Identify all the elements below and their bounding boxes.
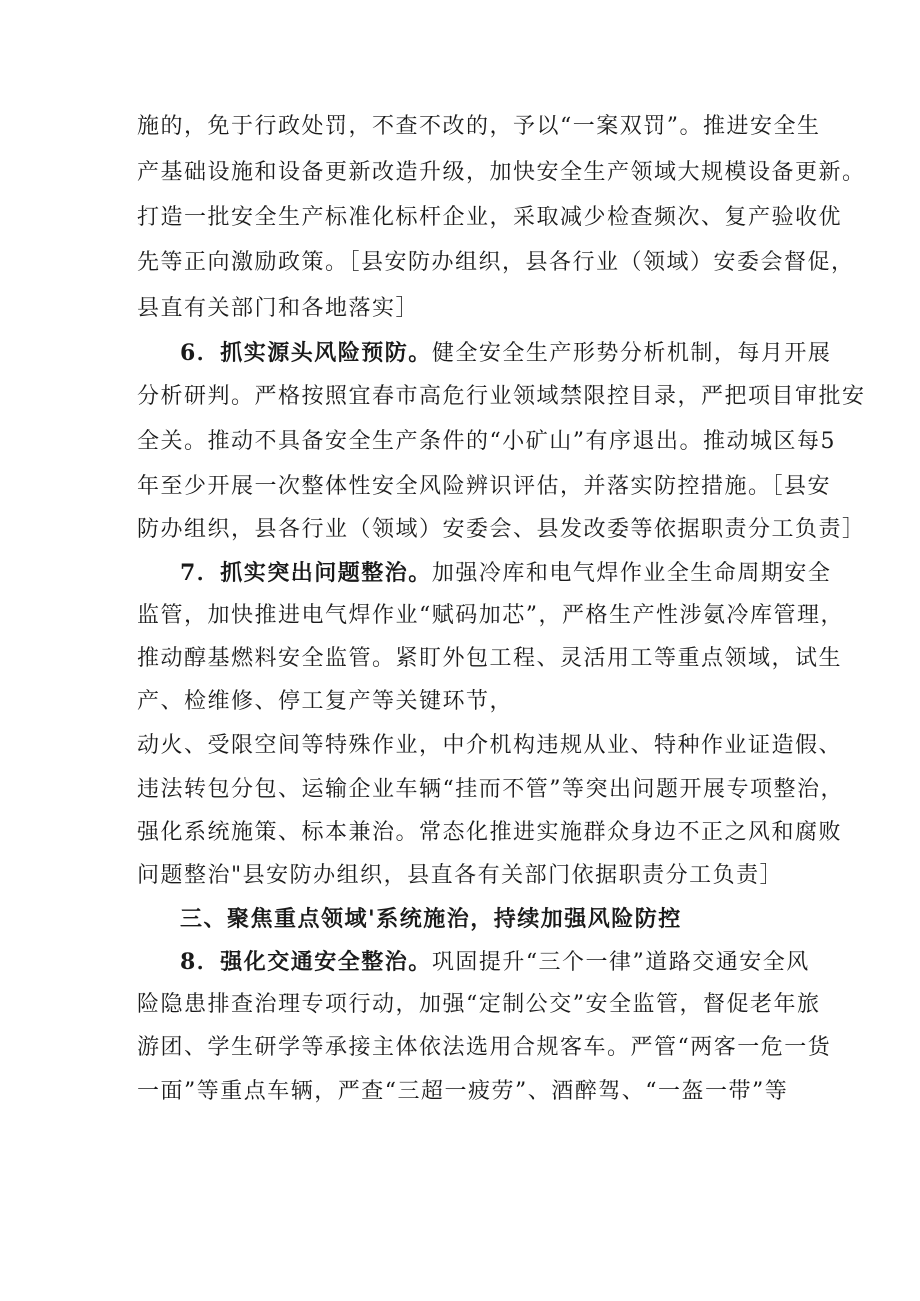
paragraph-line: 全关。推动不具备安全生产条件的“小矿山”有序退出。推动城区每5 xyxy=(137,429,836,454)
paragraph-line: 县直有关部门和各地落实］ xyxy=(137,296,420,321)
paragraph-line: 监管，加快推进电气焊作业“赋码加芯”，严格生产性涉氨冷库管理， xyxy=(137,603,844,628)
paragraph-line: 动火、受限空间等特殊作业，中介机构违规从业、特种作业证造假、 xyxy=(137,733,843,758)
paragraph-line: 险隐患排查治理专项行动，加强“定制公交”安全监管，督促老年旅 xyxy=(137,992,821,1017)
paragraph-line: 施的，免于行政处罚，不查不改的，予以“一案双罚”。推进安全生 xyxy=(137,114,821,139)
item-6-text: 健全安全生产形势分析机制，每月开展 xyxy=(431,341,832,366)
paragraph-line: 游团、学生研学等承接主体依法选用合规客车。严管“两客一危一货 xyxy=(137,1035,832,1060)
item-8-first-line xyxy=(180,947,810,978)
paragraph-line: 产基础设施和设备更新改造升级，加快安全生产领域大规模设备更新。 xyxy=(137,160,866,185)
paragraph-line: 打造一批安全生产标准化标杆企业，采取减少检查频次、复产验收优 xyxy=(137,205,843,230)
item-7-text: 加强冷库和电气焊作业全生命周期安全 xyxy=(431,561,832,586)
paragraph-line: 一面”等重点车辆，严查“三超一疲劳”、酒醉驾、“一盔一带”等 xyxy=(137,1079,789,1104)
item-8-text: 巩固提升“三个一律”道路交通安全风 xyxy=(431,950,810,975)
item-6-first-line xyxy=(180,338,832,369)
paragraph-line: 产、检维修、停工复产等关键环节， xyxy=(137,689,514,714)
paragraph-line: 年至少开展一次整体性安全风险辨识评估，并落实防控措施。［县安 xyxy=(137,474,832,499)
paragraph-line: 违法转包分包、运输企业车辆“挂而不管”等突出问题开展专项整治， xyxy=(137,777,844,802)
item-7-heading: 7．抓实突出问题整治。 xyxy=(180,560,432,586)
paragraph-line: 问题整治"县安防办组织，县直各有关部门依据职责分工负责］ xyxy=(137,863,784,888)
paragraph-line: 先等正向激励政策。［县安防办组织，县各行业（领域）安委会督促， xyxy=(137,250,855,275)
paragraph-line: 防办组织，县各行业（领域）安委会、县发改委等依据职责分工负责］ xyxy=(137,517,866,542)
paragraph-line: 推动醇基燃料安全监管。紧盯外包工程、灵活用工等重点领域，试生 xyxy=(137,646,843,671)
item-6-heading: 6．抓实源头风险预防。 xyxy=(180,340,432,366)
paragraph-line: 强化系统施策、标本兼治。常态化推进实施群众身边不正之风和腐败 xyxy=(137,820,843,845)
section-heading: 三、聚焦重点领域'系统施治，持续加强风险防控 xyxy=(180,906,682,932)
item-8-heading: 8．强化交通安全整治。 xyxy=(180,949,432,975)
item-7-first-line xyxy=(180,558,832,589)
paragraph-line: 分析研判。严格按照宜春市高危行业领域禁限控目录，严把项目审批安 xyxy=(137,384,866,409)
